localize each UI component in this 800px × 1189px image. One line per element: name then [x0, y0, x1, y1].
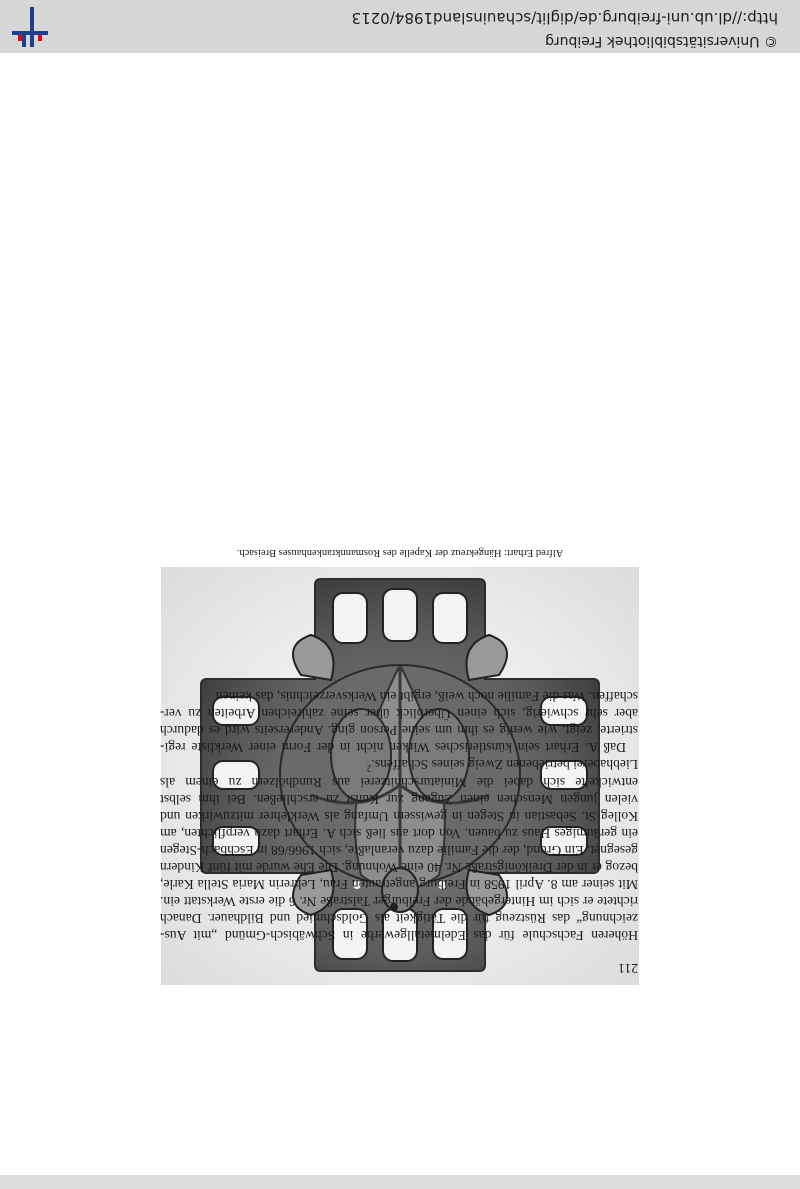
ub-freiburg-logo-icon	[8, 5, 52, 51]
text-line: aber sehr schwierig, sich einen Überblick über seine zahlreichen Arbeiten zu ver-	[160, 706, 638, 722]
figure-caption: Alfred Erhart: Hängekreuz der Kapelle des Rosmannkrankenhauses Breisach.	[236, 547, 564, 558]
text-line: Daß A. Erhart sein künstlerisches Wirken nicht in der Form einer Werkliste regi-	[160, 740, 626, 756]
source-footer-band	[0, 0, 800, 53]
footnote-mark: 2	[366, 764, 372, 775]
text-line: schaffen. Was die Familie noch weiß, ergibt ein Werksverzeichnis, das keinen	[215, 689, 638, 705]
text-line: ein. Mit seiner am 8. April 1958 in Freiburg angetrauten Frau, Lehrerin Maria	[160, 876, 638, 909]
text-line: Höheren Fachschule für das Edelmetallgewerbe in Schwäbisch-Gmünd „mit Aus-	[160, 927, 638, 943]
text-line: mit fünf Kindern gesegnet. Ein Grund, der die Familie dazu veranlaßte, sich	[160, 842, 638, 875]
text-line: strierte, zeigt, wie wenig es ihm um seine Person ging. Andererseits wird es dadurch	[160, 723, 638, 739]
text-line: richtete er sich im Hintergebäude der Freiburger Talstraße Nr. 6 die erste Werkstatt	[183, 893, 638, 909]
text-block	[160, 688, 638, 977]
paragraph-2	[160, 688, 638, 756]
text-line: als Werklehrer mitzuwirken und vielen jungen Menschen einen Zugang zur Kunst	[160, 791, 638, 824]
source-url-link[interactable]: http://dl.ub.uni-freiburg.de/diglit/schauinsland1984/0213	[351, 9, 778, 27]
scan-edge-strip	[0, 1175, 800, 1189]
text-line: zu erschließen. Bei ihm selbst entwickelte sich dabei die Miniaturschnitzerei aus	[160, 774, 638, 807]
paragraph-1	[160, 756, 638, 944]
text-line: Rundhölzern zu einem als Liebhaberei betriebenen Zweig seines Schaffens.	[159, 757, 638, 790]
text-line: zeichnung“ das Rüstzeug für die Tätigkeit als Goldschmied und Bildhauer. Danach	[160, 910, 638, 926]
text-line: Stella Karle, bezog er in der Dreikönigstraße Nr. 40 eine Wohnung. Die Ehe wurde	[160, 859, 638, 892]
text-line: A. Erhart dazu verpflichten, am Kolleg St. Sebastian in Stegen in gewissem Umfang	[159, 808, 638, 841]
text-line: 1966/68 in Eschbach-Stegen ein geräumiges Haus zu bauen. Von dort aus ließ sich	[159, 825, 638, 858]
page-number: 211	[618, 961, 638, 976]
copyright-notice: © Universitätsbibliothek Freiburg	[545, 33, 778, 49]
